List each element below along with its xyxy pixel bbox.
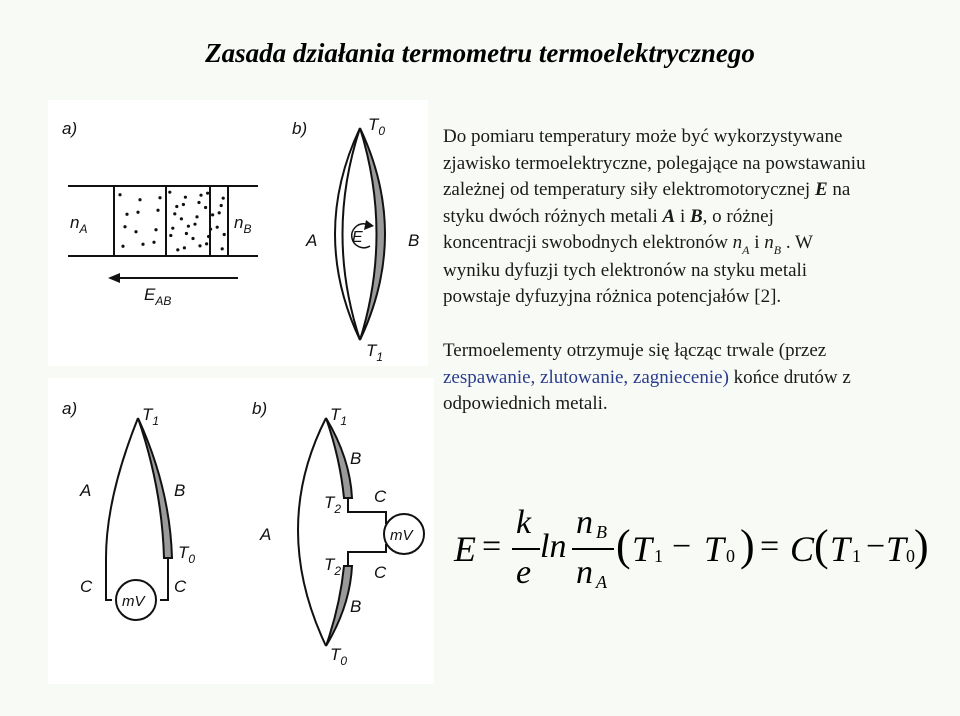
electron-dot	[152, 241, 155, 244]
electron-dot	[173, 212, 176, 215]
wire-b-top	[326, 418, 352, 498]
electron-dot	[193, 223, 196, 226]
electron-dot	[138, 198, 141, 201]
wire-b-top-label: B	[350, 449, 362, 468]
wire-a	[298, 418, 326, 646]
formula-t1: T	[632, 529, 653, 569]
electron-dot	[197, 201, 200, 204]
electron-dot	[183, 246, 186, 249]
electron-dot	[221, 247, 224, 250]
electron-dot	[158, 196, 161, 199]
fraction-bar-1	[512, 548, 540, 550]
metal-a-box	[114, 186, 210, 256]
electron-dot	[209, 228, 212, 231]
wire-b	[138, 418, 172, 558]
formula-equals: =	[482, 528, 502, 565]
electron-dot	[211, 213, 214, 216]
electron-dot	[169, 234, 172, 237]
panel-b-label: b)	[292, 119, 308, 138]
electron-dot	[207, 235, 210, 238]
electron-dot	[191, 237, 194, 240]
wire-a-label: A	[80, 481, 92, 500]
formula-nb: n	[576, 504, 593, 541]
formula-t0-sub: 0	[726, 546, 735, 566]
para2-line: odpowiednich metali.	[443, 393, 608, 414]
t1-label: $T_1$	[330, 405, 348, 428]
electron-dot	[171, 227, 174, 230]
panel-a-label: a)	[62, 399, 78, 418]
electron-dot	[222, 197, 225, 200]
c-top-label: C	[374, 487, 387, 506]
electron-dot	[195, 215, 198, 218]
lead-right	[160, 558, 168, 600]
t2-top-label: $T_2$	[324, 493, 342, 516]
electron-dot	[205, 242, 208, 245]
t2-bottom-label: $T_2$	[324, 555, 342, 578]
para1-line: zależnej od temperatury siły elektromotorycznej E na	[443, 179, 851, 200]
electron-dot	[216, 226, 219, 229]
electron-dot	[185, 232, 188, 235]
panel-b-label: b)	[252, 399, 268, 418]
n-a-label: $n_A$	[70, 213, 88, 236]
electron-dot	[118, 193, 121, 196]
electron-dot	[223, 233, 226, 236]
wire-b	[360, 128, 385, 340]
formula-t0-b: T	[886, 529, 907, 569]
t0-label: $T_0$	[368, 115, 386, 138]
wire-b-label: B	[408, 231, 420, 250]
emf-arrowhead	[364, 220, 374, 230]
paragraph-thermocouples	[443, 338, 943, 418]
c-right-label: C	[174, 577, 187, 596]
electron-dot	[175, 205, 178, 208]
emf-label: E	[352, 229, 363, 246]
diagram-thermocouple-circuits	[48, 378, 434, 684]
para1-line: wyniku dyfuzji tych elektronów na styku metali	[443, 259, 808, 281]
electron-dot	[199, 194, 202, 197]
t0-label: $T_0$	[178, 543, 196, 566]
formula-k: k	[516, 504, 532, 541]
panel-a-label: a)	[62, 119, 78, 138]
formula-t1-b-sub: 1	[852, 546, 861, 566]
formula-na-sub: A	[596, 572, 607, 592]
page-title: Zasada działania termometru termoelektrycznego	[205, 38, 755, 68]
formula-minus-1: −	[672, 528, 692, 565]
electron-dots-b	[168, 191, 226, 252]
formula-e-charge: e	[516, 554, 532, 591]
wire-a-label: A	[260, 525, 272, 544]
meter-label: mV	[390, 527, 413, 544]
electron-dot	[184, 196, 187, 199]
electron-dot	[141, 243, 144, 246]
t1-label: $T_1$	[366, 341, 384, 364]
formula-equals-2: =	[760, 528, 780, 565]
electron-dot	[180, 217, 183, 220]
electron-dot	[204, 206, 207, 209]
wire-b-bottom-label: B	[350, 597, 362, 616]
meter-label: mV	[122, 593, 145, 610]
electron-dot	[125, 213, 128, 216]
electron-dot	[198, 244, 201, 247]
electron-dot	[220, 204, 223, 207]
electron-dot	[187, 225, 190, 228]
para1-line: Do pomiaru temperatury może być wykorzystywane	[443, 126, 843, 147]
wire-a-label: A	[306, 231, 318, 250]
paragraph-intro	[443, 124, 943, 311]
wire-b-label: B	[174, 481, 186, 500]
formula-lparen-2: (	[814, 521, 829, 570]
formula-c: C	[790, 529, 815, 569]
formula-t0-b-sub: 0	[906, 546, 915, 566]
t0-label: $T_0$	[330, 645, 348, 668]
electron-dot	[156, 209, 159, 212]
electron-dot	[218, 211, 221, 214]
formula-t0: T	[704, 529, 725, 569]
metal-b-box	[166, 186, 228, 256]
para1-line: styku dwóch różnych metali A i B, o różnej	[443, 205, 774, 227]
electron-dot	[168, 191, 171, 194]
formula-ln: ln	[540, 528, 567, 565]
formula-minus-2: −	[866, 528, 886, 565]
lead-left	[106, 558, 112, 600]
wire-a	[106, 418, 138, 558]
e-ab-label: $E_{AB}$	[144, 285, 172, 308]
c-bottom-label: C	[374, 563, 387, 582]
electron-dot	[182, 203, 185, 206]
electron-dot	[154, 228, 157, 231]
electron-dot	[121, 245, 124, 248]
e-ab-arrowhead	[108, 273, 120, 283]
formula-e: E	[454, 529, 476, 569]
electron-dot	[206, 192, 209, 195]
electron-dot	[176, 248, 179, 251]
formula-rparen-2: )	[914, 521, 929, 570]
para2-line: zespawanie, zlutowanie, zagniecenie) końce drutów z	[443, 366, 851, 388]
wire-b-bottom	[326, 566, 352, 646]
electron-dots-a	[118, 193, 161, 248]
formula-na: n	[576, 554, 593, 591]
para1-line: zjawisko termoelektryczne, polegające na powstawaniu	[443, 152, 866, 174]
c-left-label: C	[80, 577, 93, 596]
para1-line: powstaje dyfuzyjna różnica potencjałów [2].	[443, 286, 782, 307]
electron-dot	[136, 211, 139, 214]
formula-nb-sub: B	[596, 522, 607, 542]
electron-dot	[123, 225, 126, 228]
diagram-thermoelectric-junction	[48, 100, 428, 366]
para1-line: koncentracji swobodnych elektronów $n_A$ i $n_B$ . W	[443, 232, 813, 257]
formula-t1-b: T	[830, 529, 851, 569]
formula-t1-sub: 1	[654, 546, 663, 566]
formula-rparen-1: )	[740, 521, 755, 570]
t1-label: $T_1$	[142, 405, 160, 428]
fraction-bar-2	[572, 548, 614, 550]
electron-dot	[134, 230, 137, 233]
seebeck-formula	[450, 500, 930, 610]
n-b-label: $n_B$	[234, 213, 252, 236]
para2-line: Termoelementy otrzymuje się łącząc trwale (przez	[443, 340, 827, 361]
formula-lparen-1: (	[616, 521, 631, 570]
